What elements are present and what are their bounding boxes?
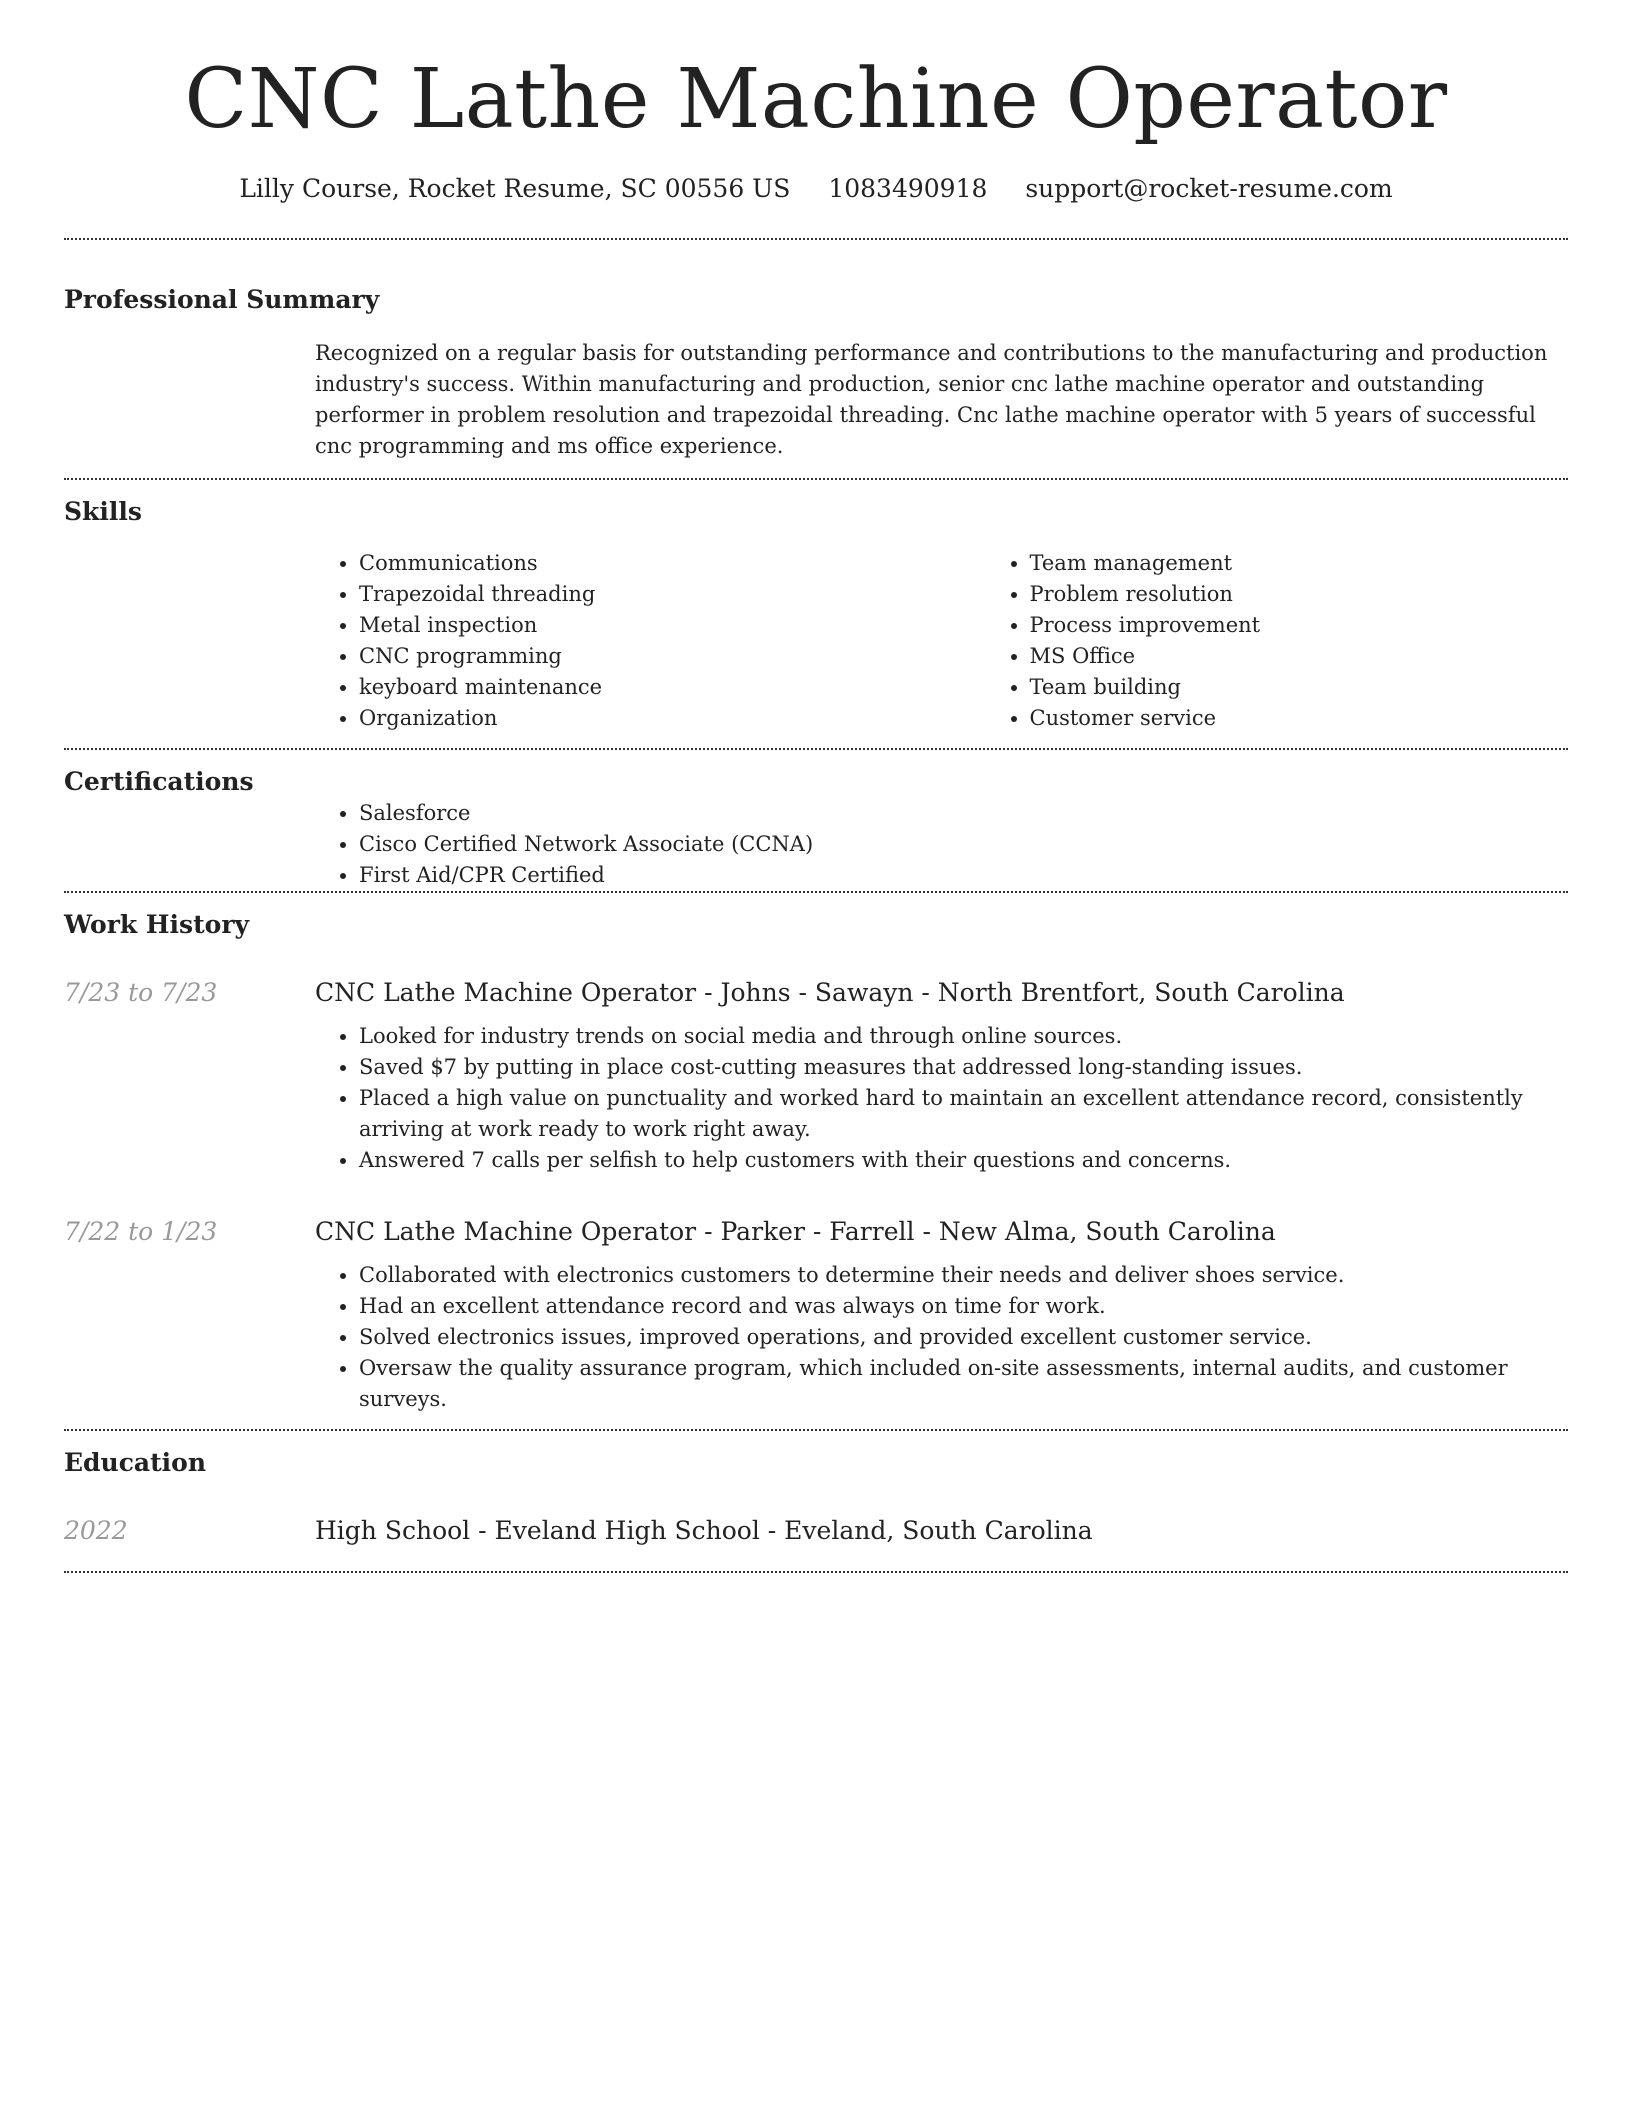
skill-item: • Team management xyxy=(1030,548,1632,579)
skill-item: • Trapezoidal threading xyxy=(359,579,986,610)
job-bullet: • Saved $7 by putting in place cost-cutting measures that addressed long-standing issues. xyxy=(359,1052,1568,1083)
education-details: - Eveland High School - Eveland, South Carolina xyxy=(470,1516,1093,1545)
job-dates: 7/23 to 7/23 xyxy=(64,978,218,1007)
resume-name: CNC Lathe Machine Operator xyxy=(184,52,1448,147)
job-body xyxy=(315,977,1568,1176)
job-details: - Johns - Sawayn - North Brentfort, South Carolina xyxy=(696,978,1345,1007)
certification-item: • First Aid/CPR Certified xyxy=(359,860,1568,891)
job-entry xyxy=(64,1216,1568,1429)
job-dates: 7/22 to 1/23 xyxy=(64,1217,218,1246)
divider xyxy=(64,748,1568,750)
skill-item: • Process improvement xyxy=(1030,610,1632,641)
certifications-section xyxy=(64,766,1568,891)
skill-item: • Customer service xyxy=(1030,703,1632,734)
job-bullet: • Answered 7 calls per selfish to help customers with their questions and concerns. xyxy=(359,1145,1568,1176)
divider xyxy=(64,238,1568,240)
job-title xyxy=(315,977,1568,1009)
skill-item: • Organization xyxy=(359,703,986,734)
job-bullets xyxy=(315,1260,1568,1415)
job-title xyxy=(315,1216,1568,1248)
job-bullet: • Solved electronics issues, improved operations, and provided excellent customer service. xyxy=(359,1322,1568,1353)
education-entry xyxy=(64,1515,1568,1547)
skill-item: • MS Office xyxy=(1030,641,1632,672)
skills-section xyxy=(64,496,1568,748)
divider xyxy=(64,478,1568,480)
skill-item: • CNC programming xyxy=(359,641,986,672)
job-bullet: • Placed a high value on punctuality and worked hard to maintain an excellent attendance record, consistently arriving at work ready to work right away. xyxy=(359,1083,1568,1145)
certifications-right-col xyxy=(315,798,1568,891)
education-title-line xyxy=(315,1515,1568,1547)
divider xyxy=(64,891,1568,893)
job-bullet: • Oversaw the quality assurance program, which included on-site assessments, internal audits, and customer surveys. xyxy=(359,1353,1568,1415)
summary-row xyxy=(64,316,1568,478)
contact-email: support@rocket-resume.com xyxy=(1025,174,1393,203)
job-bullet: • Had an excellent attendance record and was always on time for work. xyxy=(359,1291,1568,1322)
work-section xyxy=(64,909,1568,1429)
summary-right-col xyxy=(315,316,1568,478)
skills-list-right xyxy=(986,548,1632,734)
job-details: - Parker - Farrell - New Alma, South Carolina xyxy=(696,1217,1276,1246)
work-title: Work History xyxy=(64,910,250,939)
contact-address: Lilly Course, Rocket Resume, SC 00556 US xyxy=(239,174,791,203)
skill-item: • keyboard maintenance xyxy=(359,672,986,703)
skill-item: • Communications xyxy=(359,548,986,579)
skills-grid xyxy=(315,548,1568,734)
certifications-list xyxy=(315,798,1568,891)
job-bullet: • Looked for industry trends on social media and through online sources. xyxy=(359,1021,1568,1052)
education-title: Education xyxy=(64,1448,207,1477)
job-role: CNC Lathe Machine Operator xyxy=(315,1217,697,1246)
skills-title: Skills xyxy=(64,497,142,526)
education-section xyxy=(64,1447,1568,1547)
summary-section xyxy=(64,284,1568,478)
skills-row xyxy=(64,528,1568,748)
divider xyxy=(64,1571,1568,1573)
job-role: CNC Lathe Machine Operator xyxy=(315,978,697,1007)
contact-line xyxy=(64,172,1568,206)
education-body xyxy=(315,1515,1568,1547)
skill-item: • Problem resolution xyxy=(1030,579,1632,610)
job-bullet: • Collaborated with electronics customers to determine their needs and deliver shoes service. xyxy=(359,1260,1568,1291)
certification-item: • Salesforce xyxy=(359,798,1568,829)
summary-title: Professional Summary xyxy=(64,285,380,314)
skills-left-col xyxy=(64,528,315,748)
education-year: 2022 xyxy=(64,1516,128,1545)
skills-list-left xyxy=(315,548,986,734)
job-body xyxy=(315,1216,1568,1429)
certification-item: • Cisco Certified Network Associate (CCNA) xyxy=(359,829,1568,860)
education-degree: High School xyxy=(315,1516,471,1545)
certifications-row xyxy=(64,798,1568,891)
skill-item: • Metal inspection xyxy=(359,610,986,641)
skill-item: • Team building xyxy=(1030,672,1632,703)
contact-phone: 1083490918 xyxy=(828,174,988,203)
summary-text: Recognized on a regular basis for outstanding performance and contributions to the manufacturing and production industry's success. Within manufacturing and production, senior cnc lathe machine operator and outstanding performer in problem resolution and trapezoidal threading. Cnc lathe machine operator with 5 years of successful cnc programming and ms office experience. xyxy=(315,341,1548,458)
summary-left-col xyxy=(64,316,315,478)
job-entry xyxy=(64,977,1568,1176)
certifications-title: Certifications xyxy=(64,767,254,796)
divider xyxy=(64,1429,1568,1431)
job-bullets xyxy=(315,1021,1568,1176)
certifications-left-col xyxy=(64,798,315,891)
skills-right-col xyxy=(315,528,1568,748)
